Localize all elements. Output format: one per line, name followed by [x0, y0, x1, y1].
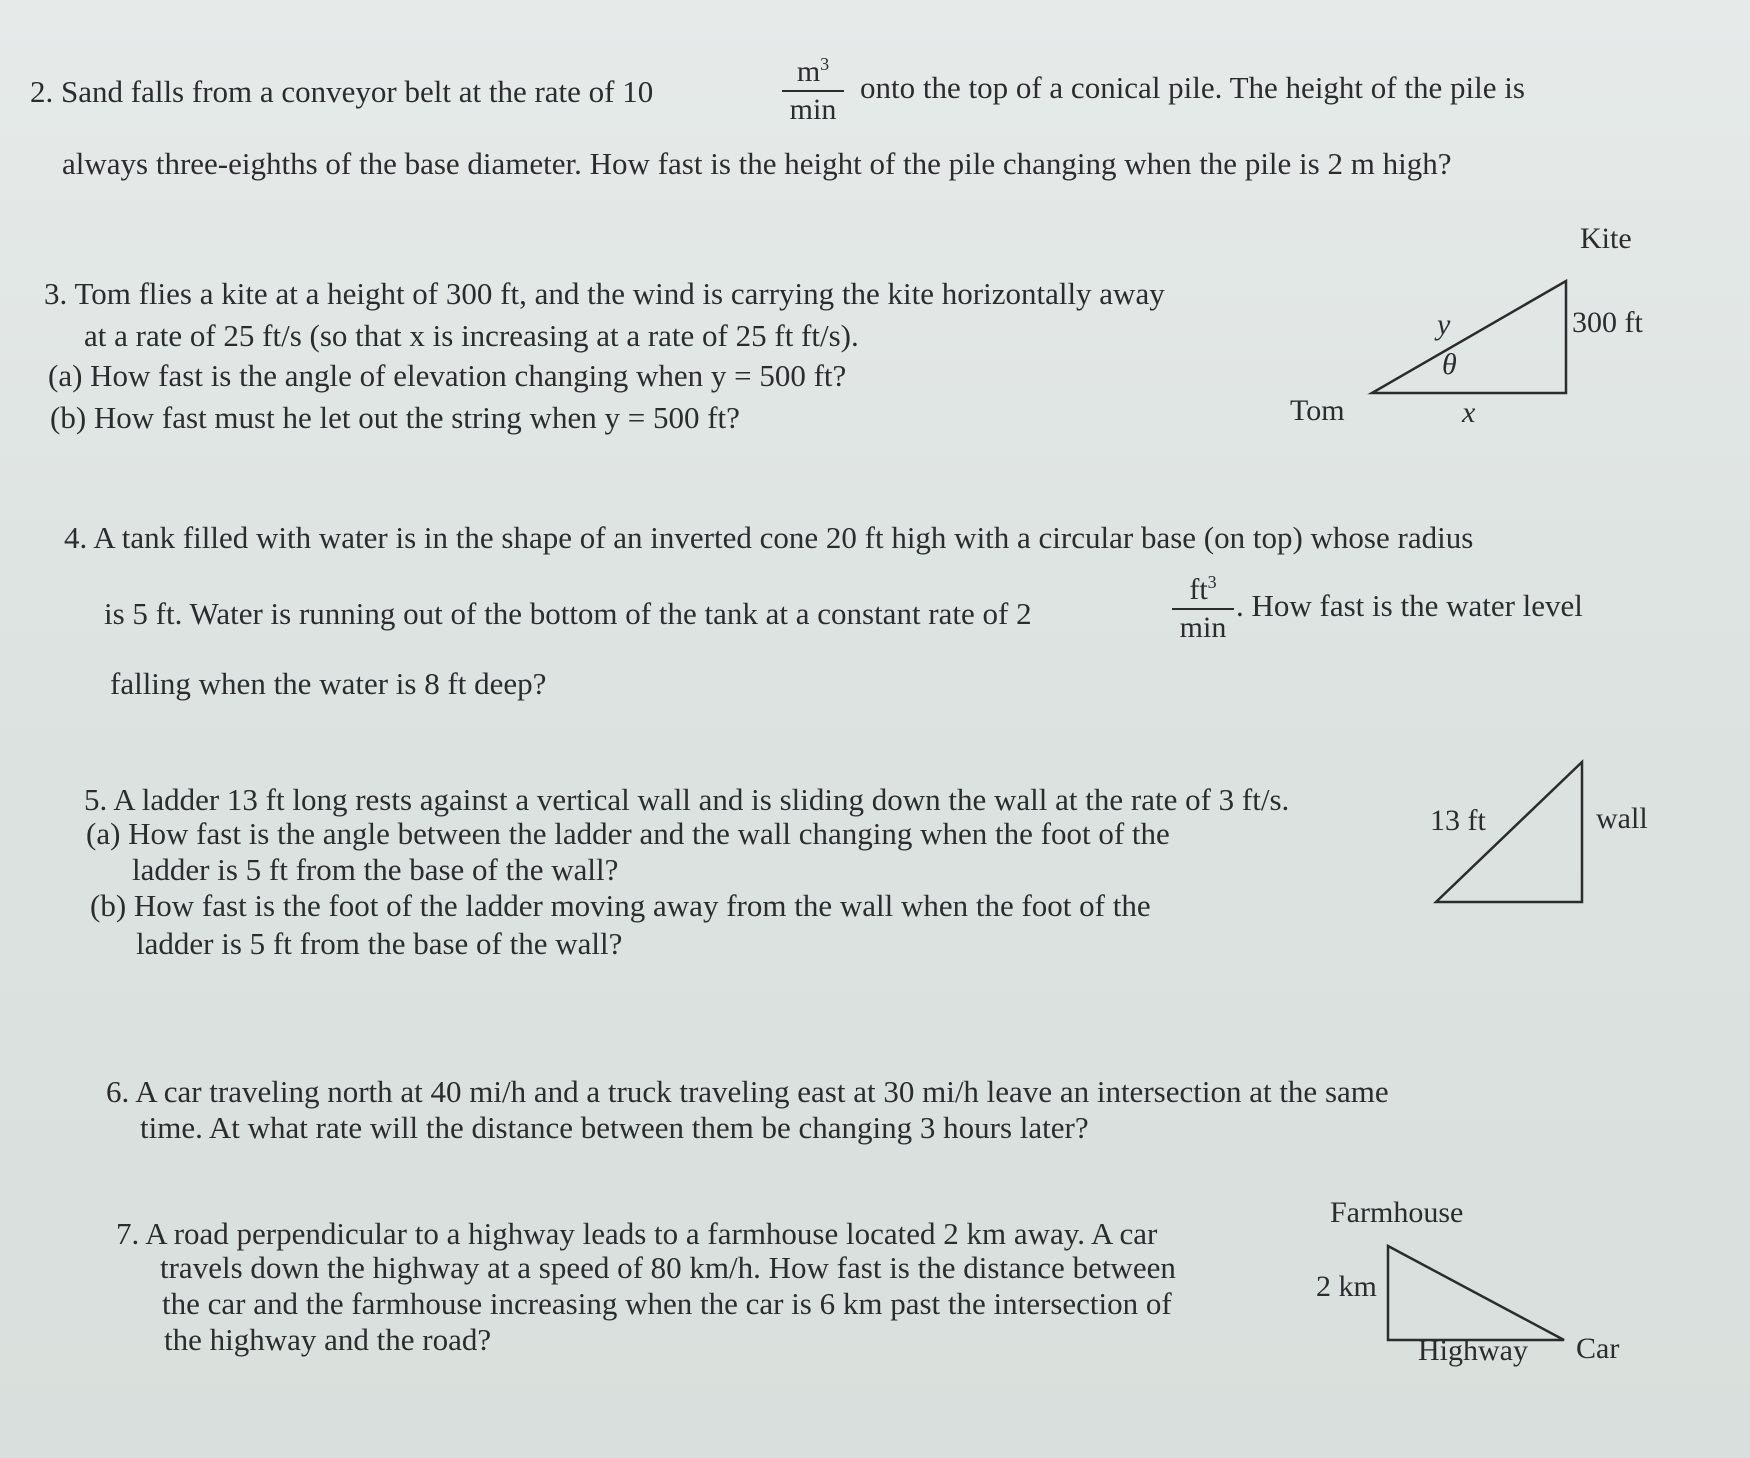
problem-5-part-a-line-2: ladder is 5 ft from the base of the wall?	[132, 852, 619, 887]
problem-5-part-b-line-1: (b) How fast is the foot of the ladder moving away from the wall when the foot of the	[90, 888, 1151, 923]
kite-label: Kite	[1580, 222, 1632, 255]
problem-3-part-b: (b) How fast must he let out the string when y = 500 ft?	[50, 400, 740, 435]
problem-5-line-1: 5. A ladder 13 ft long rests against a vertical wall and is sliding down the wall at the rate of 3 ft/s.	[84, 782, 1290, 817]
fraction-denominator: min	[789, 93, 837, 126]
problem-4-line-1: 4. A tank filled with water is in the shape of an inverted cone 20 ft high with a circular base (on top) whose radius	[64, 520, 1474, 555]
problem-2-line-1-start: 2. Sand falls from a conveyor belt at the rate of 10	[30, 74, 654, 109]
farmhouse-triangle	[1388, 1246, 1564, 1340]
problem-2-line-2: always three-eighths of the base diameter. How fast is the height of the pile changing when the pile is 2 m high?	[62, 146, 1452, 181]
problem-6-line-1: 6. A car traveling north at 40 mi/h and a truck traveling east at 30 mi/h leave an intersection at the same	[106, 1074, 1389, 1109]
problem-6-line-2: time. At what rate will the distance between them be changing 3 hours later?	[140, 1110, 1089, 1145]
problem-5-part-a-line-1: (a) How fast is the angle between the ladder and the wall changing when the foot of the	[86, 816, 1170, 851]
horizontal-x-label: x	[1462, 396, 1476, 429]
problem-7-line-4: the highway and the road?	[164, 1322, 492, 1357]
problem-4-line-2-end: . How fast is the water level	[1236, 588, 1583, 623]
problem-7-line-2: travels down the highway at a speed of 80 km/h. How fast is the distance between	[160, 1250, 1176, 1285]
farmhouse-label: Farmhouse	[1330, 1196, 1464, 1229]
fraction-numerator: $m^3$	[796, 54, 830, 88]
problem-5-part-b-line-2: ladder is 5 ft from the base of the wall?	[136, 926, 623, 961]
highway-label: Highway	[1418, 1334, 1528, 1367]
angle-theta-label: θ	[1442, 348, 1457, 381]
tom-label: Tom	[1290, 394, 1345, 427]
problem-2-line-1-end: onto the top of a conical pile. The height of the pile is	[860, 70, 1525, 105]
fraction-denominator: min	[1179, 611, 1227, 644]
road-distance-label: 2 km	[1316, 1270, 1377, 1303]
ladder-length-label: 13 ft	[1430, 804, 1486, 837]
string-y-label: y	[1437, 308, 1451, 341]
problem-4-line-3: falling when the water is 8 ft deep?	[110, 666, 547, 701]
wall-label: wall	[1596, 802, 1648, 835]
problem-4-line-2-start: is 5 ft. Water is running out of the bottom of the tank at a constant rate of 2	[104, 596, 1032, 631]
problem-3-line-1: 3. Tom flies a kite at a height of 300 ft, and the wind is carrying the kite horizontally away	[44, 276, 1165, 311]
problem-3-part-a: (a) How fast is the angle of elevation changing when y = 500 ft?	[48, 358, 847, 393]
kite-height-label: 300 ft	[1572, 306, 1643, 339]
fraction-numerator: $ft^3$	[1189, 572, 1217, 606]
problem-7-line-3: the car and the farmhouse increasing when the car is 6 km past the intersection of	[162, 1286, 1172, 1321]
problem-7-line-1: 7. A road perpendicular to a highway leads to a farmhouse located 2 km away. A car	[116, 1216, 1158, 1251]
car-label: Car	[1576, 1332, 1620, 1365]
problem-3-line-2: at a rate of 25 ft/s (so that x is increasing at a rate of 25 ft ft/s).	[84, 318, 859, 353]
